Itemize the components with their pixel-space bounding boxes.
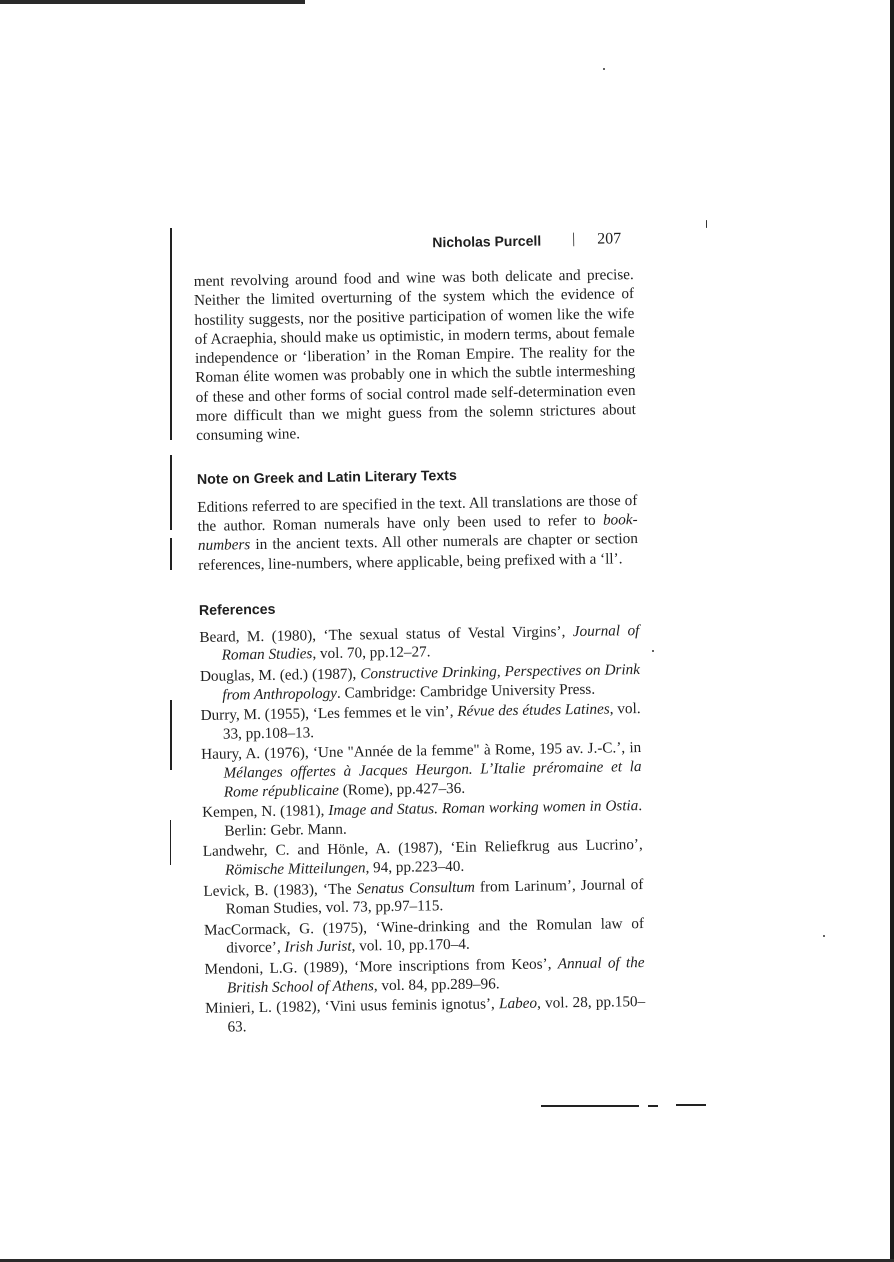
notes-heading: Note on Greek and Latin Literary Texts [196, 467, 457, 488]
margin-line [170, 700, 172, 770]
margin-line [170, 820, 171, 865]
reference-item: Beard, M. (1980), ‘The sexual status of Vestal Virgins’, Journal of Roman Studies, vol. 70, pp.12–27. [199, 621, 640, 665]
running-header [193, 223, 633, 260]
scan-speck [603, 68, 605, 70]
scan-dash [648, 1105, 658, 1107]
scan-dash [676, 1104, 706, 1106]
scan-edge-right [890, 0, 894, 1262]
header-separator: | [572, 230, 576, 248]
reference-item: Minieri, L. (1982), ‘Vini usus feminis ignotus’, Labeo, vol. 28, pp.150–63. [205, 993, 646, 1036]
scan-speck [823, 935, 825, 937]
reference-item: Landwehr, C. and Hönle, A. (1987), ‘Ein Reliefkrug aus Lucrino’, Römische Mitteilungen, 94, pp.223–40. [202, 836, 643, 879]
notes-paragraph: Editions referred to are specified in the text. All translations are those of the author. Roman numerals have only been used to refer to book-numbers in the ancient texts. All other numerals are chapter or section references, line-numbers, where applicable, being prefixed with a ‘ll’. [197, 491, 639, 574]
reference-item: Haury, A. (1976), ‘Une "Année de la femme" à Rome, 195 av. J.-C.’, in Mélanges offertes à Jacques Heurgon. L’Italie préromaine et la Rome républicaine (Rome), pp.427–36. [201, 739, 642, 801]
reference-item: Kempen, N. (1981), Image and Status. Roman working women in Ostia. Berlin: Gebr. Mann. [202, 797, 643, 840]
scan-speck [706, 220, 707, 228]
reference-item: Levick, B. (1983), ‘The Senatus Consultum from Larinum’, Journal of Roman Studies, vol. 73, pp.97–115. [203, 875, 644, 918]
reference-list [199, 622, 645, 1037]
scan-edge-top [0, 0, 305, 4]
scan-speck [652, 650, 654, 652]
margin-line [170, 228, 172, 440]
margin-line [170, 538, 172, 570]
header-author: Nicholas Purcell [432, 232, 542, 251]
margin-line [170, 455, 172, 530]
intro-paragraph: ment revolving around food and wine was both delicate and precise. Neither the limited overturning of the system which the evidence of hostility suggests, nor the positive participation of women like the wife of Acraephia, should make us optimistic, in modern terms, about female independence or ‘liberation’ in the Roman Empire. The reality for the Roman élite women was probably one in which the subtle intermeshing of these and other forms of social control made self-determination even more difficult than we might guess from the solemn strictures about consuming wine. [193, 266, 637, 445]
reference-item: Durry, M. (1955), ‘Les femmes et le vin’, Révue des études Latines, vol. 33, pp.108–13. [200, 700, 641, 743]
reference-item: MacCormack, G. (1975), ‘Wine-drinking and the Romulan law of divorce’, Irish Jurist, vol. 10, pp.170–4. [203, 914, 645, 957]
page-number: 207 [597, 230, 622, 248]
references-heading: References [198, 601, 276, 619]
scan-dash [541, 1105, 639, 1107]
book-page [193, 223, 646, 1039]
reference-item: Mendoni, L.G. (1989), ‘More inscriptions from Keos’, Annual of the British School of Athens, vol. 84, pp.289–96. [204, 953, 645, 997]
reference-item: Douglas, M. (ed.) (1987), Constructive Drinking, Perspectives on Drink from Anthropology. Cambridge: Cambridge University Press. [199, 661, 641, 704]
